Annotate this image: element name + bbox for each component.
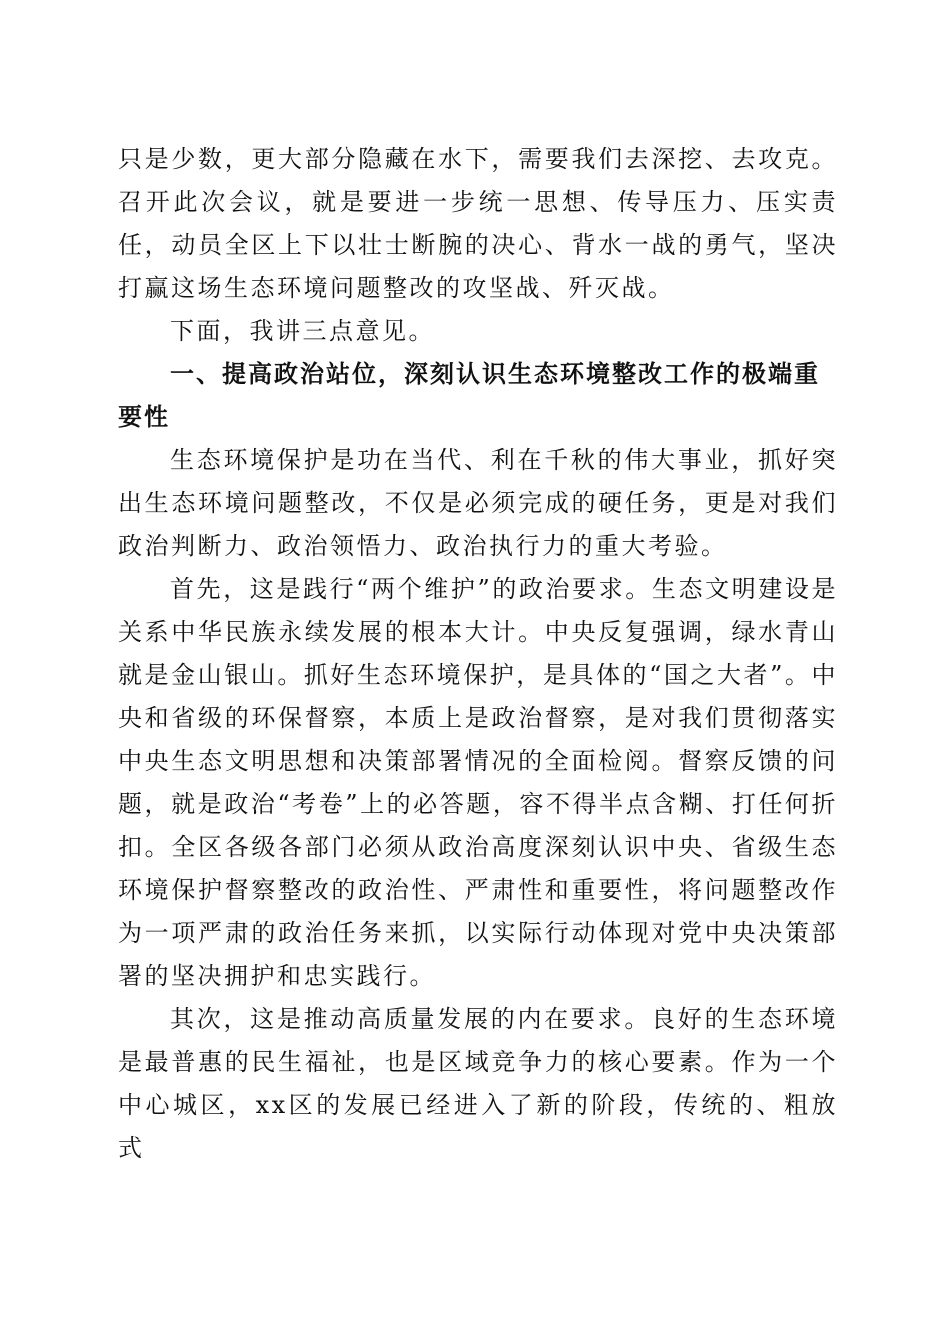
paragraph-intro: 只是少数，更大部分隐藏在水下，需要我们去深挖、去攻克。召开此次会议，就是要进一步统一思想、传导压力、压实责任，动员全区上下以壮士断腕的决心、背水一战的勇气，坚决打赢这场生态环境问题整改的攻坚战、歼灭战。	[118, 145, 838, 302]
paragraph-section-1-lead: 生态环境保护是功在当代、利在千秋的伟大事业，抓好突出生态环境问题整改，不仅是必须完成的硬任务，更是对我们政治判断力、政治领悟力、政治执行力的重大考验。	[118, 446, 838, 560]
document-page	[118, 138, 838, 1170]
paragraph-first-point: 首先，这是践行“两个维护”的政治要求。生态文明建设是关系中华民族永续发展的根本大计。中央反复强调，绿水青山就是金山银山。抓好生态环境保护，是具体的“国之大者”。中央和省级的环保督察，本质上是政治督察，是对我们贯彻落实中央生态文明思想和决策部署情况的全面检阅。督察反馈的问题，就是政治“考卷”上的必答题，容不得半点含糊、打任何折扣。全区各级各部门必须从政治高度深刻认识中央、省级生态环境保护督察整改的政治性、严肃性和重要性，将问题整改作为一项严肃的政治任务来抓，以实际行动体现对党中央决策部署的坚决拥护和忠实践行。	[118, 575, 838, 990]
paragraph-second-point: 其次，这是推动高质量发展的内在要求。良好的生态环境是最普惠的民生福祉，也是区域竞争力的核心要素。作为一个中心城区，xx区的发展已经进入了新的阶段，传统的、粗放式	[118, 1005, 838, 1162]
paragraph-transition: 下面，我讲三点意见。	[170, 317, 435, 345]
section-heading-1: 一、提高政治站位，深刻认识生态环境整改工作的极端重要性	[118, 360, 820, 431]
